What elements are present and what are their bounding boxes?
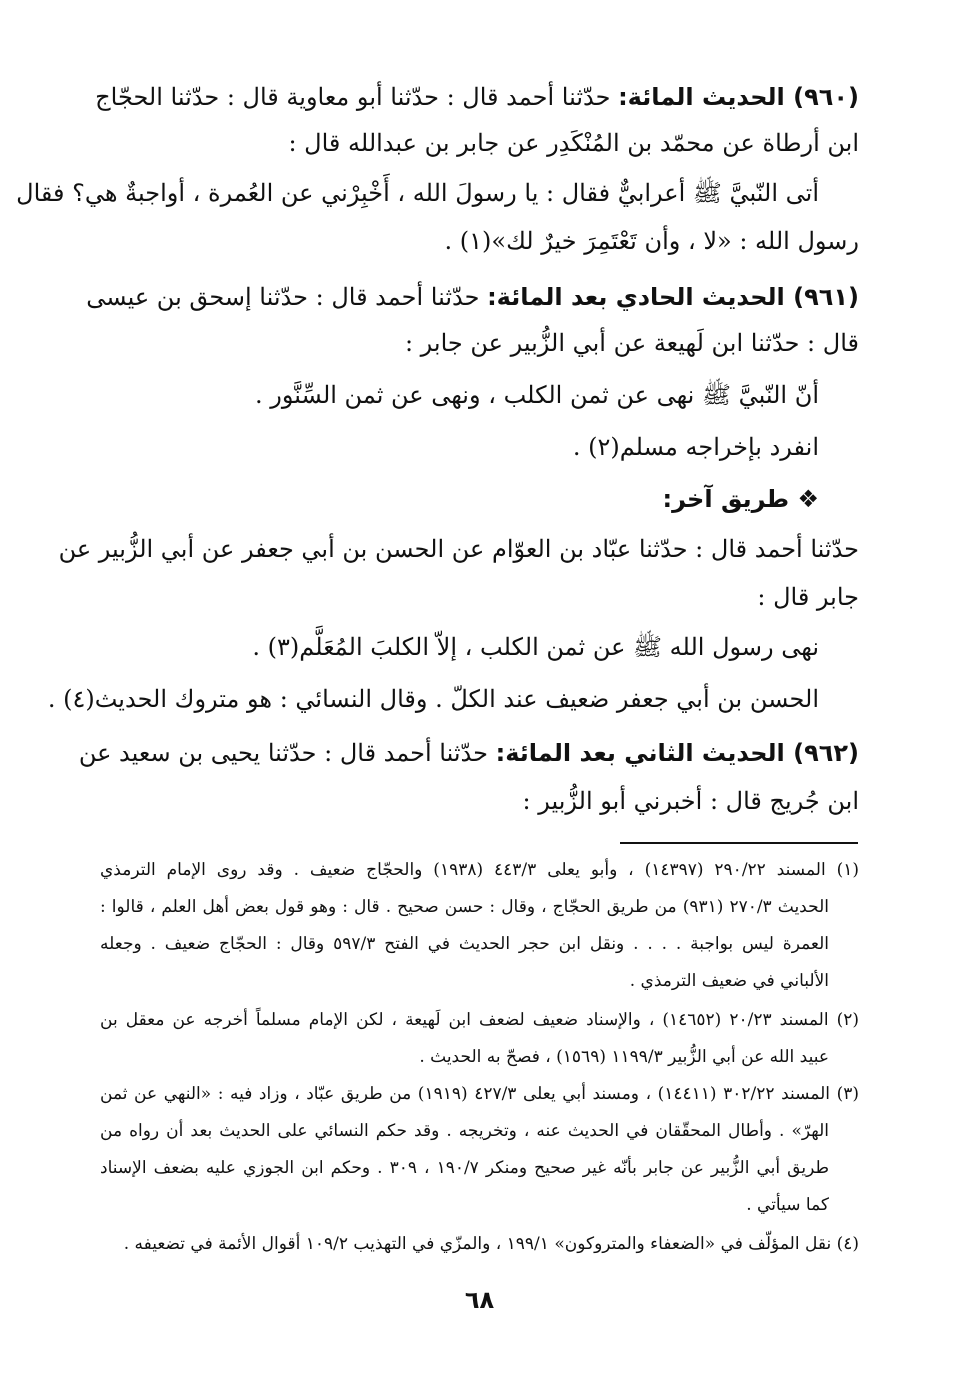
hadith-962-line-2: ابن جُريج قال : أخبرني أبو الزُّبير : xyxy=(522,787,859,815)
footnote-1-line-2: الحديث ٢٧٠/٣ (٩٣١) من طريق الحجّاج ، وقال : حسن صحيح . قال : وهو قول بعض أهل العلم ، قالوا : xyxy=(100,897,829,917)
footnote-4-line-1: (٤) نقل المؤلّف في «الضعفاء والمتروكون» ١٩٩/١ ، والمزّي في التهذيب ١٠٩/٢ أقوال الأئمة في تضعيفه . xyxy=(123,1234,859,1254)
hadith-962-line-1 xyxy=(78,736,859,770)
hadith-961-heading: (٩٦١) الحديث الحادي بعد المائة: xyxy=(487,283,859,311)
hadith-960-heading: (٩٦٠) الحديث المائة: xyxy=(618,83,859,111)
hadith-961-line-8: الحسن بن أبي جعفر ضعيف عند الكلّ . وقال النسائي : هو متروك الحديث(٤) . xyxy=(47,685,819,713)
footnote-3-line-4: كما سيأتي . xyxy=(746,1195,829,1215)
hadith-962-heading: (٩٦٢) الحديث الثاني بعد المائة: xyxy=(495,739,859,767)
hadith-961-line-5: حدّثنا أحمد قال : حدّثنا عبّاد بن العوّام عن الحسن بن أبي جعفر عن أبي الزُّبير عن xyxy=(58,535,859,563)
footnote-2-line-2: عبيد الله عن أبي الزُّبير ١١٩٩/٣ (١٥٦٩) ، فصحّ به الحديث . xyxy=(419,1047,829,1067)
page-number: ٦٨ xyxy=(464,1286,495,1314)
footnote-1-line-4: الألباني في ضعيف الترمذي . xyxy=(629,971,829,991)
hadith-960-line-2: ابن أرطاة عن محمّد بن المُنْكَدِر عن جابر بن عبدالله قال : xyxy=(288,129,859,157)
footnote-1-line-1: (١) المسند ٢٩٠/٢٢ (١٤٣٩٧) ، وأبو يعلى ٤٤٣/٣ (١٩٣٨) والحجّاج ضعيف . وقد روى الإمام الترمذي xyxy=(100,860,859,880)
hadith-960-line-3: أتى النّبيَّ ﷺ أعرابيٌّ فقال : يا رسولَ الله ، أَخْبِرْني عن العُمرة ، أواجبةٌ هي؟ فقال xyxy=(16,179,819,207)
footnote-separator xyxy=(620,842,858,844)
hadith-961-isnad: حدّثنا أحمد قال : حدّثنا إسحق بن عيسى xyxy=(86,283,480,311)
hadith-961-line-6: جابر قال : xyxy=(757,583,859,611)
hadith-961-line-1 xyxy=(86,280,859,314)
footnote-3-line-3: طريق أبي الزُّبير عن جابر بأنّه غير صحيح ومنكر ١٩٠/٧ ، ٣٠٩ . وحكم ابن الجوزي عليه بضعف الإسناد xyxy=(100,1158,829,1178)
footnote-3-line-2: الهرّ» . وأطال المحقّقان في الحديث عنه ، وتخريجه . وقد حكم النسائي على الحديث بعد أن رواه من xyxy=(100,1121,829,1141)
hadith-961-line-7: نهى رسول الله ﷺ عن ثمن الكلب ، إلاّ الكلبَ المُعَلَّم(٣) . xyxy=(252,633,819,661)
footnote-2-line-1: (٢) المسند ٢٠/٢٣ (١٤٦٥٢) ، والإسناد ضعيف لضعف ابن لَهيعة ، لكن الإمام مسلماً أخرجه عن معقل بن xyxy=(100,1010,859,1030)
footnote-1-line-3: العمرة ليس بواجبة . . . . ونقل ابن حجر الحديث في الفتح ٥٩٧/٣ وقال : الحجّاج ضعيف . وجعله xyxy=(100,934,830,954)
tariq-akhar-heading: ❖ طريق آخر: xyxy=(662,485,819,513)
hadith-962-isnad: حدّثنا أحمد قال : حدّثنا يحيى بن سعيد عن xyxy=(78,739,488,767)
hadith-961-line-2: قال : حدّثنا ابن لَهيعة عن أبي الزُّبير عن جابر : xyxy=(404,329,859,357)
footnote-3-line-1: (٣) المسند ٣٠٢/٢٢ (١٤٤١١) ، ومسند أبي يعلى ٤٢٧/٣ (١٩١٩) من طريق عبّاد ، وزاد فيه : «النهي عن ثمن xyxy=(100,1084,859,1104)
hadith-961-line-4: انفرد بإخراجه مسلم(٢) . xyxy=(572,433,819,461)
hadith-960-line-1 xyxy=(95,80,859,114)
hadith-960-line-4: رسول الله : «لا ، وأن تَعْتَمِرَ خيرٌ لك»(١) . xyxy=(444,227,859,255)
hadith-960-isnad: حدّثنا أحمد قال : حدّثنا أبو معاوية قال : حدّثنا الحجّاج xyxy=(95,83,611,111)
hadith-961-line-3: أنّ النّبيَّ ﷺ نهى عن ثمن الكلب ، ونهى عن ثمن السِّنَّور . xyxy=(255,381,819,409)
